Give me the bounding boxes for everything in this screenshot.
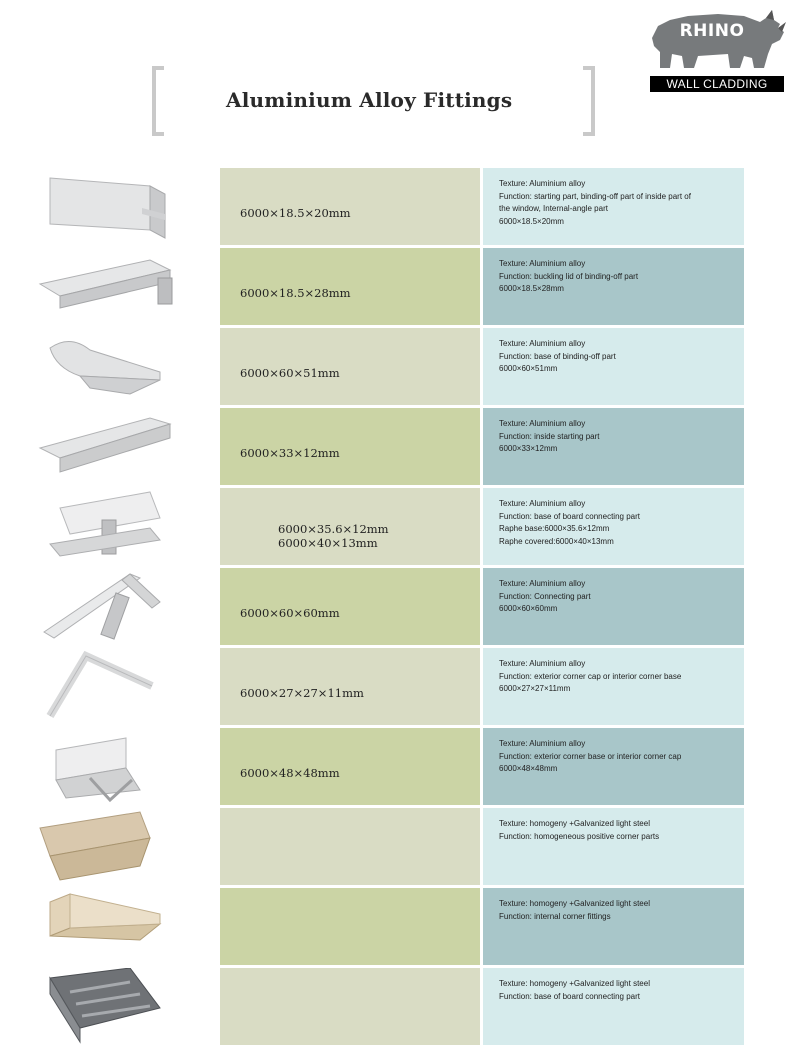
aluminium-profile-lid-icon xyxy=(30,248,180,325)
size-cell xyxy=(220,168,480,245)
description-cell xyxy=(483,648,744,725)
size-line: 6000×40×13mm xyxy=(278,536,378,550)
product-row-9 xyxy=(0,808,800,885)
size-cell xyxy=(220,568,480,645)
description-cell xyxy=(483,168,744,245)
size-line: 6000×33×12mm xyxy=(240,446,340,460)
description-cell xyxy=(483,568,744,645)
title-bracket-right xyxy=(583,66,595,136)
size-text xyxy=(278,522,389,550)
product-row-3 xyxy=(0,328,800,405)
rhino-logo xyxy=(648,6,786,92)
description-line: 6000×48×48mm xyxy=(499,764,558,773)
description-cell xyxy=(483,968,744,1045)
description-cell xyxy=(483,248,744,325)
size-cell xyxy=(220,328,480,405)
description-line: Function: homogeneous positive corner parts xyxy=(499,831,660,841)
size-line: 6000×35.6×12mm xyxy=(278,522,389,536)
description-line: Texture: Aluminium alloy xyxy=(499,339,586,348)
description-cell xyxy=(483,888,744,965)
description-line: Function: inside starting part xyxy=(499,431,600,441)
size-line: 6000×60×51mm xyxy=(240,366,340,380)
product-row-1 xyxy=(0,168,800,245)
description-line: Texture: Aluminium alloy xyxy=(499,419,586,428)
size-line: 6000×18.5×28mm xyxy=(240,286,351,300)
description-line: 6000×33×12mm xyxy=(499,444,558,453)
size-cell xyxy=(220,888,480,965)
description-line: Texture: Aluminium alloy xyxy=(499,259,586,268)
product-row-8 xyxy=(0,728,800,805)
description-line: Function: starting part, binding-off part of inside part of xyxy=(499,191,691,201)
description-line: Texture: Aluminium alloy xyxy=(499,659,586,668)
description-line: 6000×60×60mm xyxy=(499,604,558,613)
size-line: 6000×18.5×20mm xyxy=(240,206,351,220)
size-text xyxy=(240,446,340,460)
description-line: Texture: homogeny +Galvanized light steel xyxy=(499,899,650,908)
description-line: 6000×18.5×20mm xyxy=(499,216,564,226)
product-row-5 xyxy=(0,488,800,565)
aluminium-profile-l-icon xyxy=(30,168,180,245)
description-line: Raphe base:6000×35.6×12mm xyxy=(499,524,610,533)
size-cell xyxy=(220,408,480,485)
description-line: Function: Connecting part xyxy=(499,591,591,601)
description-line: Texture: Aluminium alloy xyxy=(499,739,586,748)
product-row-10 xyxy=(0,888,800,965)
description-line: Function: base of board connecting part xyxy=(499,991,640,1001)
aluminium-profile-connector-icon xyxy=(30,568,180,645)
product-row-11 xyxy=(0,968,800,1045)
size-text xyxy=(240,286,351,300)
steel-positive-corner-icon xyxy=(30,808,180,885)
description-line: Texture: Aluminium alloy xyxy=(499,499,586,508)
aluminium-profile-h-icon xyxy=(30,488,180,565)
size-cell xyxy=(220,488,480,565)
size-cell xyxy=(220,648,480,725)
description-line: Function: buckling lid of binding-off part xyxy=(499,271,639,281)
size-cell xyxy=(220,968,480,1045)
steel-board-connector-icon xyxy=(30,968,180,1045)
description-line: 6000×18.5×28mm xyxy=(499,284,564,293)
product-row-2 xyxy=(0,248,800,325)
description-line: Texture: Aluminium alloy xyxy=(499,579,586,588)
logo-name: RHINO xyxy=(679,21,745,41)
description-line: Texture: homogeny +Galvanized light steel xyxy=(499,819,650,828)
aluminium-profile-flat-icon xyxy=(30,408,180,485)
size-cell xyxy=(220,248,480,325)
size-text xyxy=(240,606,340,620)
description-line: 6000×60×51mm xyxy=(499,364,558,373)
logo-tagline: WALL CLADDING xyxy=(650,76,784,92)
rhino-icon xyxy=(648,6,786,78)
size-text xyxy=(240,366,340,380)
aluminium-corner-cap-icon xyxy=(30,648,180,725)
description-line: the window, Internal-angle part xyxy=(499,204,608,213)
size-cell xyxy=(220,808,480,885)
description-line: Texture: Aluminium alloy xyxy=(499,179,586,188)
description-line: Function: base of board connecting part xyxy=(499,511,640,521)
description-line: Texture: homogeny +Galvanized light steel xyxy=(499,979,650,988)
description-cell xyxy=(483,808,744,885)
page-title: Aluminium Alloy Fittings xyxy=(226,88,513,112)
product-row-7 xyxy=(0,648,800,725)
description-cell xyxy=(483,488,744,565)
size-text xyxy=(240,686,364,700)
description-line: 6000×27×27×11mm xyxy=(499,684,571,693)
description-line: Function: exterior corner base or interior corner cap xyxy=(499,751,682,761)
product-row-4 xyxy=(0,408,800,485)
description-cell xyxy=(483,728,744,805)
size-text xyxy=(240,766,340,780)
size-text xyxy=(240,206,351,220)
aluminium-profile-curved-icon xyxy=(30,328,180,405)
description-cell xyxy=(483,328,744,405)
description-line: Function: base of binding-off part xyxy=(499,351,616,361)
description-line: Function: internal corner fittings xyxy=(499,911,611,921)
aluminium-corner-base-icon xyxy=(30,728,180,805)
size-line: 6000×48×48mm xyxy=(240,766,340,780)
description-line: Function: exterior corner cap or interior corner base xyxy=(499,671,682,681)
description-cell xyxy=(483,408,744,485)
steel-internal-corner-icon xyxy=(30,888,180,965)
size-line: 6000×60×60mm xyxy=(240,606,340,620)
size-line: 6000×27×27×11mm xyxy=(240,686,364,700)
description-line: Raphe covered:6000×40×13mm xyxy=(499,536,614,546)
product-row-6 xyxy=(0,568,800,645)
title-bracket-left xyxy=(152,66,164,136)
size-cell xyxy=(220,728,480,805)
